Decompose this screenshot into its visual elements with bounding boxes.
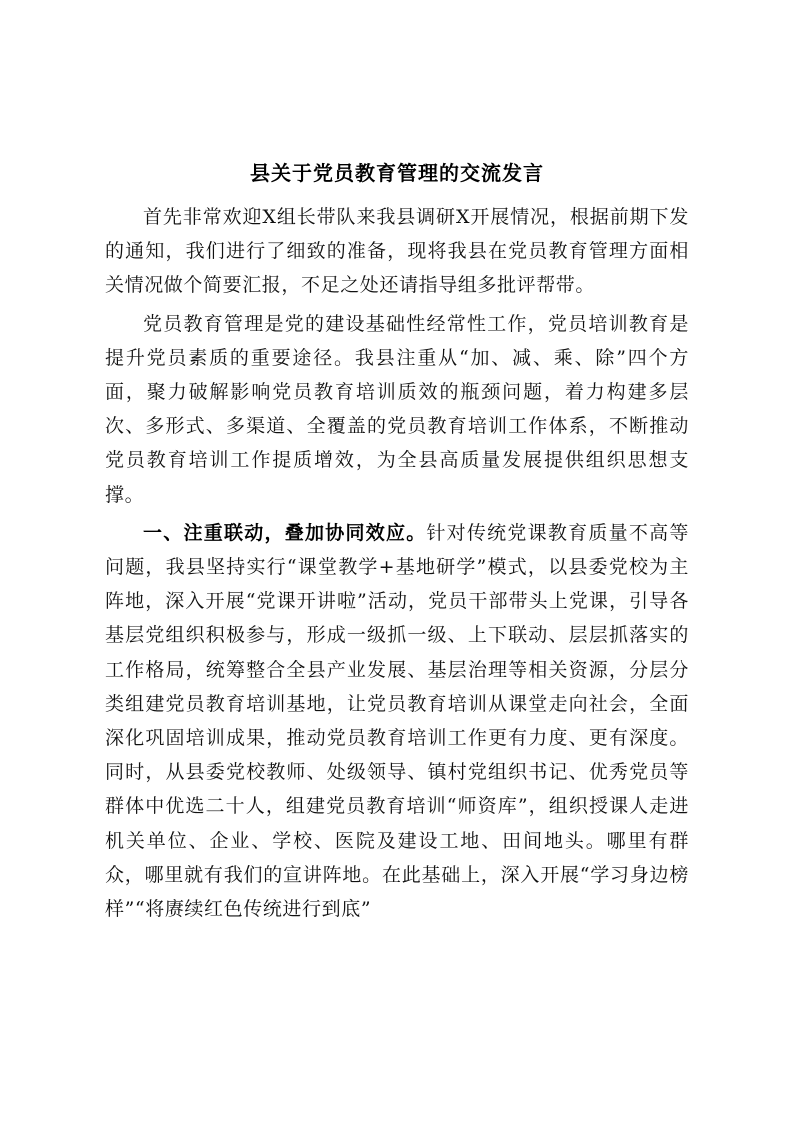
paragraph-text: 党员教育管理是党的建设基础性经常性工作，党员培训教育是提升党员素质的重要途径。我县注重从“加、减、乘、除”四个方面，聚力破解影响党员教育培训质效的瓶颈问题，着力构建多层次、多形式、多渠道、全覆盖的党员教育培训工作体系，不断推动党员教育培训工作提质增效，为全县高质量发展提供组织思想支撑。 <box>105 312 689 506</box>
document-body <box>105 156 689 930</box>
paragraph-text: 首先非常欢迎X组长带队来我县调研X开展情况，根据前期下发的通知，我们进行了细致的准备，现将我县在党员教育管理方面相关情况做个简要汇报，不足之处还请指导组多批评帮带。 <box>105 206 689 297</box>
document-title: 县关于党员教育管理的交流发言 <box>250 161 544 185</box>
paragraph-intro <box>105 200 689 303</box>
paragraph-section-1 <box>105 516 689 926</box>
paragraph-text: 针对传统党课教育质量不高等问题，我县坚持实行“课堂教学+基地研学”模式，以县委党校为主阵地，深入开展“党课开讲啦”活动，党员干部带头上党课，引导各基层党组织积极参与，形成一级抓一级、上下联动、层层抓落实的工作格局，统筹整合全县产业发展、基层治理等相关资源，分层分类组建党员教育培训基地，让党员教育培训从课堂走向社会，全面深化巩固培训成果，推动党员教育培训工作更有力度、更有深度。同时，从县委党校教师、处级领导、镇村党组织书记、优秀党员等群体中优选二十人，组建党员教育培训“师资库”，组织授课人走进机关单位、企业、学校、医院及建设工地、田间地头。哪里有群众，哪里就有我们的宣讲阵地。在此基础上，深入开展“学习身边榜样”“将赓续红色传统进行到底” <box>105 521 689 921</box>
section-heading: 一、注重联动，叠加协同效应。 <box>143 521 427 544</box>
paragraph-overview <box>105 307 689 512</box>
